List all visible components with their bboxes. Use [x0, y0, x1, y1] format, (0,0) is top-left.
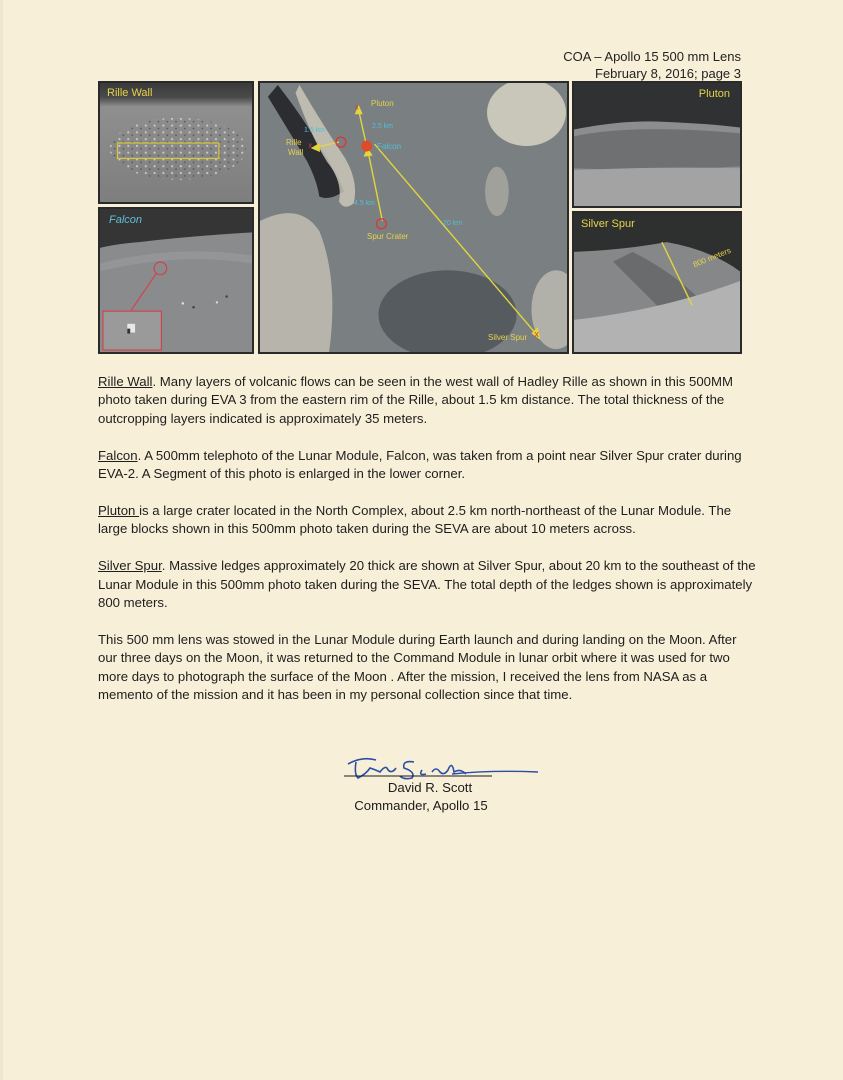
map-label-rille: Rille: [286, 138, 302, 147]
text-silver-spur: . Massive ledges approximately 20 thick are shown at Silver Spur, about 20 km to the southeast of the Lunar Module in this 500mm photo taken during the SEVA. The total depth of the ledges shown is approximately 800 meters.: [98, 558, 756, 611]
silver-spur-measure: 800 meters: [691, 245, 733, 270]
pluton-label: Pluton: [698, 88, 730, 100]
svg-text:x: x: [534, 329, 539, 340]
text-rille-wall: . Many layers of volcanic flows can be seen in the west wall of Hadley Rille as shown in this 500MM photo taken during EVA 3 from the eastern rim of the Rille, about 1.5 km distance. The total thickness of the outcropping layers indicated is approximately 35 meters.: [98, 374, 733, 426]
rille-wall-label: Rille Wall: [107, 87, 153, 99]
heading-pluton: Pluton: [98, 503, 140, 519]
paragraph-falcon: [98, 447, 758, 484]
silver-spur-label: Silver Spur: [581, 218, 635, 230]
svg-text:x: x: [308, 141, 313, 151]
pluton-image: [574, 83, 740, 206]
document-header: [563, 48, 741, 82]
signer-name: David R. Scott: [387, 780, 473, 795]
map-distance-silver-spur: 20 km: [443, 220, 463, 227]
photo-rille-wall: [98, 81, 254, 204]
map-label-spur-crater: Spur Crater: [367, 232, 409, 241]
signer-title: Commander, Apollo 15: [354, 798, 488, 813]
photo-falcon: [98, 207, 254, 354]
falcon-image: [100, 209, 252, 352]
map-label-pluton: Pluton: [371, 99, 394, 108]
signature-icon: [342, 752, 542, 782]
falcon-label: Falcon: [109, 214, 143, 226]
map-label-wall: Wall: [288, 148, 304, 157]
rille-wall-image: [100, 83, 252, 202]
svg-text:x: x: [354, 102, 359, 112]
map-distance-rille: 1.5 km: [304, 127, 326, 134]
body-text: [98, 373, 758, 723]
paragraph-closing: This 500 mm lens was stowed in the Lunar Module during Earth launch and during landing on the Moon. After our three days on the Moon, it was returned to the Command Module in lunar orbit where it was used for two more days to photograph the surface of the Moon . After the mission, I received the lens from NASA as a memento of the mission and it has been in my personal collection since that time.: [98, 632, 737, 703]
heading-rille-wall: Rille Wall: [98, 374, 153, 389]
hadley-map-image: [260, 83, 567, 352]
heading-silver-spur: Silver Spur: [98, 558, 162, 574]
heading-falcon: Falcon: [98, 447, 138, 463]
header-date-page: February 8, 2016; page 3: [595, 66, 741, 81]
paragraph-pluton: [98, 502, 758, 539]
paragraph-silver-spur: [98, 557, 758, 612]
page-edge: [0, 0, 3, 1080]
map-label-falcon: Falcon: [377, 142, 402, 151]
map-label-silver-spur: Silver Spur: [488, 333, 528, 342]
header-title: COA – Apollo 15 500 mm Lens: [563, 49, 741, 64]
paragraph-rille-wall: [98, 373, 758, 428]
text-pluton: is a large crater located in the North Complex, about 2.5 km north-northeast of the Lunar Module. The large blocks shown in this 500mm photo taken during the SEVA are about 10 meters across.: [98, 503, 732, 537]
photo-pluton: [572, 81, 742, 208]
silver-spur-image: [574, 213, 740, 352]
map-distance-spur: 4.5 km: [354, 200, 376, 207]
photo-silver-spur: [572, 211, 742, 354]
photo-map-hadley: [258, 81, 569, 354]
text-falcon: . A 500mm telephoto of the Lunar Module, Falcon, was taken from a point near Silver Spur crater during EVA-2. A Segment of this photo is enlarged in the lower corner.: [98, 447, 742, 482]
map-distance-pluton: 2.5 km: [372, 123, 394, 130]
